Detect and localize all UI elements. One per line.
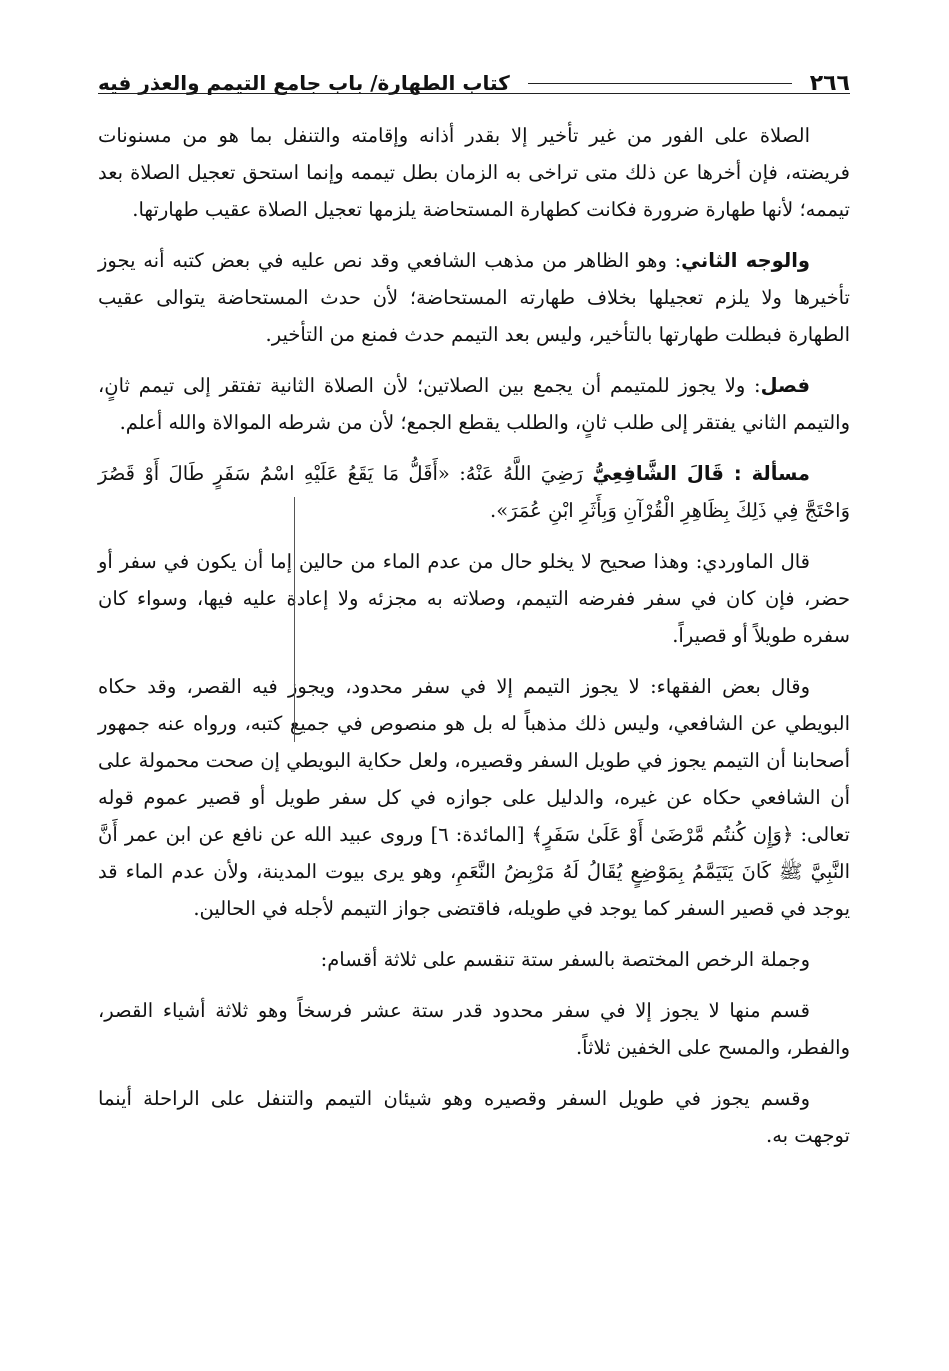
paragraph-text: الصلاة على الفور من غير تأخير إلا بقدر أذانه وإقامته والتنفل بما هو من مسنونات فريضته، فإن أخرها عن ذلك متى تراخى به الزمان بطل تيممه وإنما استحق تعجيل الصلاة بعد تيممه؛ لأنها طهارة ضرورة فكانت كطهارة المستحاضة يلزمها تعجيل الصلاة عقيب طهارتها. bbox=[98, 124, 850, 221]
paragraph-text: وجملة الرخص المختصة بالسفر ستة تنقسم على ثلاثة أقسام: bbox=[320, 948, 810, 971]
page-body bbox=[98, 117, 850, 1168]
paragraph-5 bbox=[98, 543, 850, 654]
chapter-title: كتاب الطهارة/ باب جامع التيمم والعذر فيه bbox=[98, 71, 510, 95]
paragraph-8 bbox=[98, 992, 850, 1066]
paragraph-1 bbox=[98, 117, 850, 228]
paragraph-4 bbox=[98, 455, 850, 529]
paragraph-text: رَضِيَ اللَّهُ عَنْهُ: «أَقَلُّ مَا يَقَعُ عَلَيْهِ اسْمُ سَفَرٍ طَالَ أَوْ قَصُرَ وَاحْتَجَّ فِي ذَلِكَ بِظَاهِرِ الْقُرْآنِ وَبِأَثَرِ ابْنِ عُمَرَ». bbox=[98, 462, 850, 522]
paragraph-lead: والوجه الثاني bbox=[681, 249, 811, 272]
paragraph-2 bbox=[98, 242, 850, 353]
paragraph-lead: مسألة : قَالَ الشَّافِعِيُّ bbox=[592, 462, 810, 485]
paragraph-lead: فصل bbox=[760, 374, 810, 397]
book-page bbox=[98, 55, 850, 1345]
paragraph-text: : وهو الظاهر من مذهب الشافعي وقد نص عليه في بعض كتبه أنه يجوز تأخيرها ولا يلزم تعجيلها بخلاف طهارته المستحاضة؛ لأن حدث المستحاضة يتوالى عقيب الطهارة فبطلت طهارتها بالتأخير، وليس بعد التيمم حدث فمنع من التأخير. bbox=[98, 249, 850, 346]
paragraph-text: وقسم يجوز في طويل السفر وقصيره وهو شيئان التيمم والتنفل على الراحلة أينما توجهت به. bbox=[98, 1087, 850, 1147]
page-number: ٢٦٦ bbox=[809, 70, 850, 96]
paragraph-text: وقال بعض الفقهاء: لا يجوز التيمم إلا في سفر محدود، ويجوز فيه القصر، وقد حكاه البويطي عن الشافعي، وليس ذلك مذهباً له بل هو منصوص في جميع كتبه، ورواه عنه جمهور أصحابنا أن التيمم يجوز في طويل السفر وقصيره، ولعل حكاية البويطي إن صحت محمولة على أن الشافعي حكاه عن غيره، والدليل على جوازه في كل سفر طويل أو قصير عموم قوله تعالى: ﴿وَإِن كُنتُم مَّرْضَىٰ أَوْ عَلَىٰ سَفَرٍ﴾ [المائدة: ٦] وروى عبيد الله عن نافع عن ابن عمر أَنَّ النَّبِيَّ ﷺ كَانَ يَتَيَمَّمُ بِمَوْضِعٍ يُقَالُ لَهُ مَرْبِضُ النَّعَمِ، وهو يرى بيوت المدينة، ولأن عدم الماء قد يوجد في قصير السفر كما يوجد في طويله، فاقتضى جواز التيمم لأجله في الحالين. bbox=[98, 675, 850, 920]
paragraph-text: قسم منها لا يجوز إلا في سفر محدود قدر ستة عشر فرسخاً وهو ثلاثة أشياء القصر، والفطر، والمسح على الخفين ثلاثاً. bbox=[98, 999, 850, 1059]
paragraph-text: قال الماوردي: وهذا صحيح لا يخلو حال من عدم الماء من حالين إما أن يكون في سفر أو حضر، فإن كان في سفر ففرضه التيمم، وصلاته به مجزئه ولا إعادة عليه فيها، وسواء كان سفره طويلاً أو قصيراً. bbox=[98, 550, 850, 647]
paragraph-7 bbox=[98, 941, 850, 978]
paragraph-text: : ولا يجوز للمتيمم أن يجمع بين الصلاتين؛ لأن الصلاة الثانية تفتقر إلى تيمم ثانٍ، والتيمم الثاني يفتقر إلى طلب ثانٍ، والطلب يقطع الجمع؛ لأن من شرطه الموالاة والله أعلم. bbox=[98, 374, 850, 434]
running-header bbox=[98, 63, 850, 103]
paragraph-6 bbox=[98, 668, 850, 927]
paragraph-3 bbox=[98, 367, 850, 441]
paragraph-9 bbox=[98, 1080, 850, 1154]
header-rule bbox=[528, 83, 792, 84]
header-underline bbox=[98, 93, 850, 94]
scan-vertical-line bbox=[294, 497, 295, 742]
